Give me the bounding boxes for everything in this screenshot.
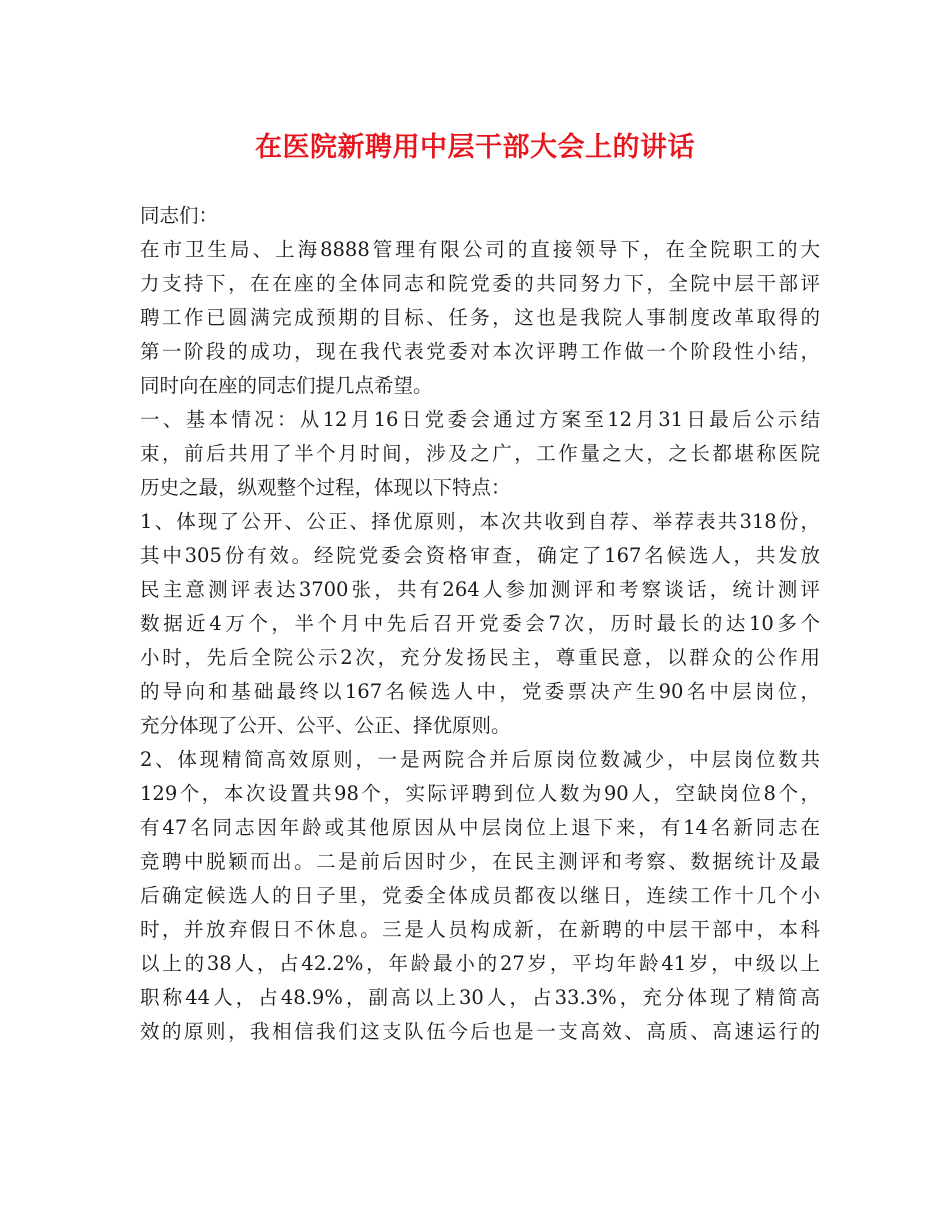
paragraph-line: 民主意测评表达3700张，共有264人参加测评和考察谈话，统计测评 (140, 578, 820, 601)
paragraph-line: 效的原则，我相信我们这支队伍今后也是一支高效、高质、高速运行的 (140, 1020, 820, 1043)
paragraph-line: 力支持下，在在座的全体同志和院党委的共同努力下，全院中层干部评 (140, 272, 820, 295)
paragraph-line: 1、体现了公开、公正、择优原则，本次共收到自荐、举荐表共318份， (140, 510, 820, 533)
paragraph-line: 职称44人，占48.9%，副高以上30人，占33.3%，充分体现了精简高 (140, 986, 820, 1009)
paragraph-line: 数据近4万个，半个月中先后召开党委会7次，历时最长的达10多个 (140, 612, 820, 635)
paragraph-line: 有47名同志因年龄或其他原因从中层岗位上退下来，有14名新同志在 (140, 816, 820, 839)
paragraph-line: 第一阶段的成功，现在我代表党委对本次评聘工作做一个阶段性小结， (140, 340, 820, 363)
document-title: 在医院新聘用中层干部大会上的讲话 (255, 132, 695, 163)
paragraph-line: 束，前后共用了半个月时间，涉及之广，工作量之大，之长都堪称医院 (140, 442, 820, 465)
paragraph-line: 同时向在座的同志们提几点希望。 (140, 374, 433, 397)
paragraph-line: 在市卫生局、上海8888管理有限公司的直接领导下，在全院职工的大 (140, 238, 820, 261)
paragraph-line: 聘工作已圆满完成预期的目标、任务，这也是我院人事制度改革取得的 (140, 306, 820, 329)
paragraph-line: 2、体现精简高效原则，一是两院合并后原岗位数减少，中层岗位数共 (140, 748, 820, 771)
paragraph-line: 129个，本次设置共98个，实际评聘到位人数为90人，空缺岗位8个， (140, 782, 820, 805)
paragraph-line: 其中305份有效。经院党委会资格审查，确定了167名候选人，共发放 (140, 544, 820, 567)
paragraph-line: 充分体现了公开、公平、公正、择优原则。 (140, 714, 511, 737)
paragraph-line: 一、基本情况：从12月16日党委会通过方案至12月31日最后公示结 (140, 408, 820, 431)
document-body (140, 199, 820, 1049)
paragraph-line: 时，并放弃假日不休息。三是人员构成新，在新聘的中层干部中，本科 (140, 918, 820, 941)
paragraph-line: 历史之最，纵观整个过程，体现以下特点： (140, 476, 511, 499)
paragraph-line: 以上的38人，占42.2%，年龄最小的27岁，平均年龄41岁，中级以上 (140, 952, 820, 975)
paragraph-line: 竞聘中脱颖而出。二是前后因时少，在民主测评和考察、数据统计及最 (140, 850, 820, 873)
paragraph-line: 后确定候选人的日子里，党委全体成员都夜以继日，连续工作十几个小 (140, 884, 820, 907)
paragraph-line: 的导向和基础最终以167名候选人中，党委票决产生90名中层岗位， (140, 680, 820, 703)
salutation-line: 同志们： (140, 204, 219, 227)
paragraph-line: 小时，先后全院公示2次，充分发扬民主，尊重民意，以群众的公作用 (140, 646, 820, 669)
